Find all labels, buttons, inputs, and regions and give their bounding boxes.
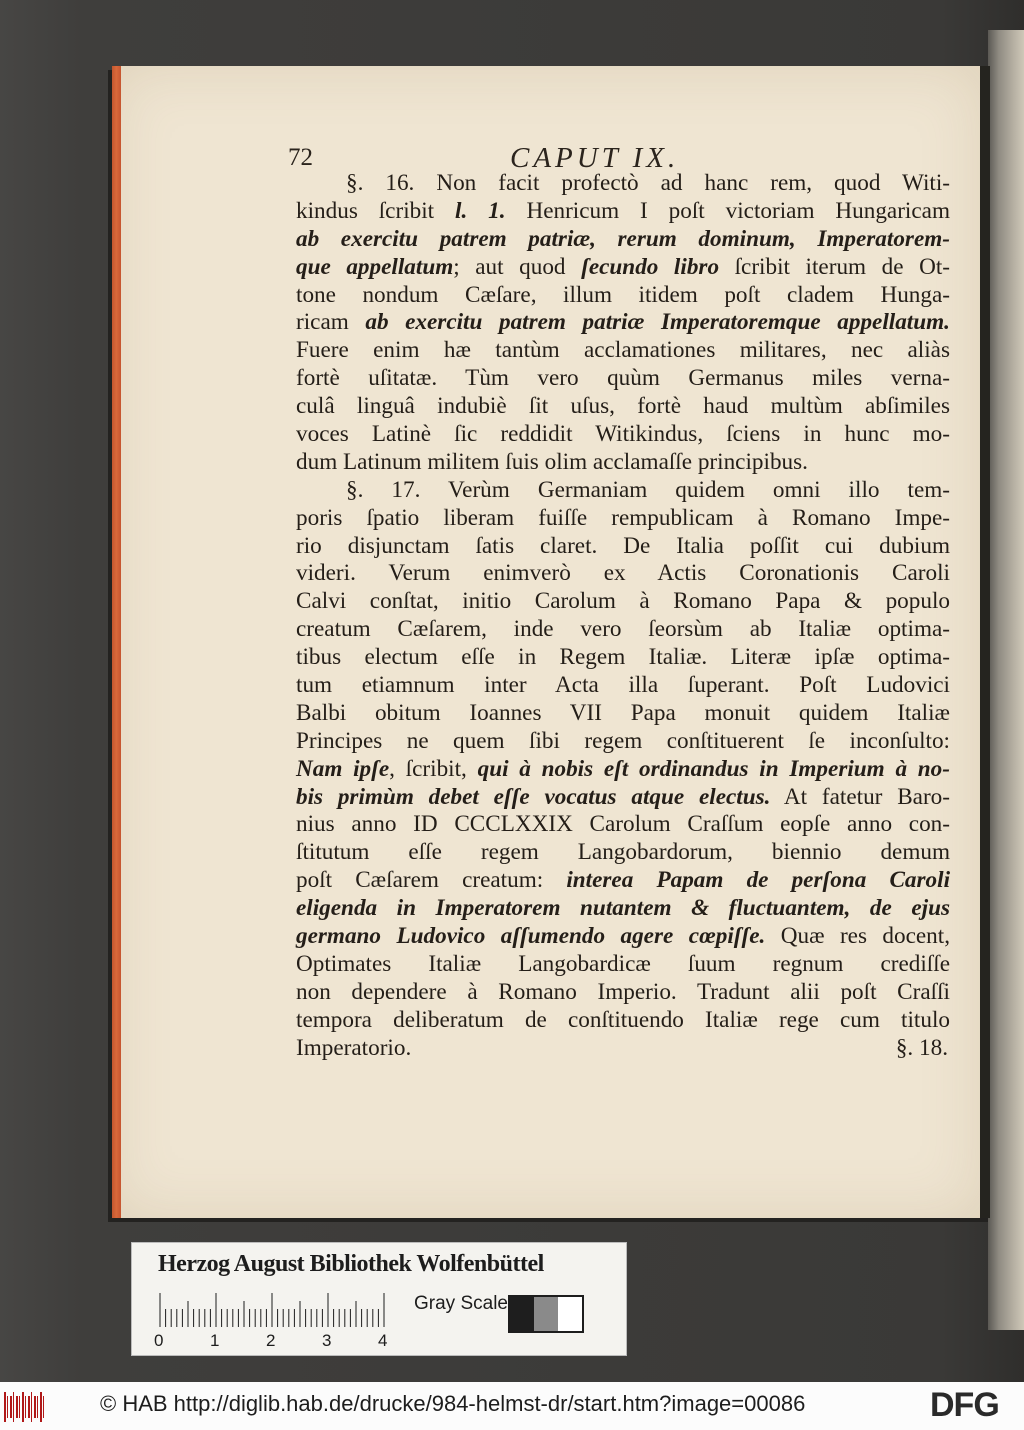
italic-text: bis primùm debet eſſe vocatus atque electus. [296,783,771,810]
text-line [296,895,950,923]
text-line [296,588,950,616]
text-line [296,867,950,895]
text-line [296,839,950,867]
text-line [296,560,950,588]
text-line [296,505,950,533]
gray-scale-swatches [508,1295,584,1333]
text-line [296,1035,950,1063]
barcode-bar [40,1392,42,1422]
text-line [296,477,950,505]
ruler-number: 3 [322,1331,332,1350]
roman-text: Quæ res docent, [765,923,951,950]
ruler-number: 0 [154,1331,164,1350]
barcode-bar [43,1396,44,1418]
italic-text: ab exercitu patrem patriæ, rerum dominum, Imperatorem- [296,225,950,252]
source-url[interactable]: © HAB http://diglib.hab.de/drucke/984-helmst-dr/start.htm?image=00086 [100,1391,806,1416]
roman-text: creatum Cæſarem, inde vero ſeorsùm ab Italiæ optima- [296,616,950,643]
roman-text: ſcribit iterum de Ot- [719,253,950,280]
text-line [296,979,950,1007]
roman-text: poris ſpatio liberam fuiſſe rempublicam à Romano Impe- [296,504,950,531]
italic-text: que appellatum [296,253,454,280]
running-head: CAPUT IX. [510,142,680,174]
dfg-logo: DFG [930,1386,999,1424]
text-line [296,1007,950,1035]
roman-text: voces Latinè ſic reddidit Witikindus, ſciens in hunc mo- [296,421,950,448]
roman-text: Fuere enim hæ tantùm acclamationes militares, nec aliàs [296,337,950,364]
barcode-bar [37,1396,38,1418]
roman-text: poſt Cæſarem creatum: [296,867,567,894]
gray-swatch [510,1297,534,1331]
roman-text: fortè uſitatæ. Tùm vero quùm Germanus miles verna- [296,365,950,392]
roman-text: At fatetur Baro- [770,783,950,810]
barcode-bar [22,1392,24,1422]
barcode-bar [31,1392,32,1422]
text-line [296,644,950,672]
roman-text: videri. Verum enimverò ex Actis Coronationis Caroli [296,560,950,587]
library-label [131,1242,627,1356]
barcode-bar [7,1396,8,1418]
roman-text: ſtitutum eſſe regem Langobardorum, biennio demum [296,839,950,866]
text-line [296,951,950,979]
text-line [296,449,950,477]
roman-text: non dependere à Romano Imperio. Tradunt alii poſt Craſſi [296,978,950,1005]
text-line [296,282,950,310]
gray-scale-label: Gray Scale [414,1293,508,1314]
red-page-edge [112,66,121,1218]
text-line [296,756,950,784]
text-line [296,393,950,421]
text-line [296,365,950,393]
text-line [296,672,950,700]
barcode-bar [28,1396,30,1418]
page-gutter-shadow [980,66,990,1218]
ruler-number: 2 [266,1331,276,1350]
text-line [296,198,950,226]
italic-text: germano Ludovico aſſumendo agere cœpiſſe. [296,923,766,950]
roman-text: culâ linguâ indubiè ſit uſus, fortè haud multùm abſimiles [296,393,950,420]
roman-text: tum etiamnum inter Acta illa ſuperant. Poſt Ludovici [296,672,950,699]
text-line [296,616,950,644]
text-line [296,170,950,198]
italic-text: Nam ipſe [296,755,390,782]
roman-text: ; aut quod [453,253,582,280]
barcode-bar [25,1396,26,1418]
italic-text: ab exercitu patrem patriæ Imperatoremque appellatum. [365,309,950,336]
italic-text: qui à nobis eſt ordinandus in Imperium à no- [477,755,950,782]
barcode-bar [10,1396,12,1418]
italic-text: eligenda in Imperatorem nutantem & fluctuantem, de ejus [296,895,950,922]
roman-text: Calvi conſtat, initio Carolum à Romano Papa & populo [296,588,950,615]
library-name: Herzog August Bibliothek Wolfenbüttel [158,1251,544,1277]
text-line [296,923,950,951]
gray-swatch [558,1297,582,1331]
ruler-number: 1 [210,1331,220,1350]
italic-text: l. 1. [455,197,506,224]
catchword: §. 18. [895,1034,948,1061]
barcode-bar [34,1396,36,1418]
text-line [296,309,950,337]
viewer-footer [0,1382,1024,1430]
roman-text: ricam [296,309,366,336]
italic-text: interea Papam de perſona Caroli [566,867,951,894]
text-line [296,728,950,756]
roman-text: tempora deliberatum de conſtituendo Italiæ rege cum titulo [296,1006,950,1033]
roman-text: tibus electum eſſe in Regem Italiæ. Literæ ipſæ optima- [296,644,950,671]
hab-barcode-logo [4,1392,48,1422]
roman-text: §. 17. Verùm Germaniam quidem omni illo tem- [346,476,950,503]
ruler-number: 4 [378,1331,388,1350]
roman-text: dum Latinum militem ſuis olim acclamaſſe principibus. [296,448,808,475]
adjacent-page-edge [988,30,1024,1330]
roman-text: rio disjunctam ſatis claret. De Italia poſſit cui dubium [296,532,950,559]
measurement-ruler [158,1293,390,1329]
text-line [296,533,950,561]
roman-text: §. 16. Non facit profectò ad hanc rem, quod Witi- [346,170,950,196]
page-number: 72 [288,144,313,171]
roman-text: Principes ne quem ſibi regem conſtituerent ſe inconſulto: [296,727,950,754]
text-line [296,254,950,282]
roman-text: nius anno ID CCCLXXIX Carolum Craſſum eopſe anno con- [296,811,950,838]
text-line [296,811,950,839]
body-text [296,170,950,1063]
roman-text: Optimates Italiæ Langobardicæ ſuum regnum crediſſe [296,950,950,977]
roman-text: kindus ſcribit [296,197,456,224]
gray-swatch [534,1297,558,1331]
barcode-bar [16,1396,18,1418]
roman-text: Henricum I poſt victoriam Hungaricam [505,197,950,224]
roman-text: Balbi obitum Ioannes VII Papa monuit quidem Italiæ [296,699,950,726]
text-line [296,784,950,812]
barcode-bar [4,1392,6,1422]
text-line [296,337,950,365]
ruler-ticks [158,1293,390,1327]
text-line [296,700,950,728]
text-line [296,226,950,254]
roman-text: Imperatorio. [296,1034,412,1061]
roman-text: tone nondum Cæſare, illum itidem poſt cladem Hunga- [296,281,950,308]
italic-text: ſecundo libro [581,253,720,280]
roman-text: , ſcribit, [389,755,478,782]
adjacent-page-marks [1014,690,1024,1010]
barcode-bar [19,1396,20,1418]
barcode-bar [13,1392,14,1422]
text-line [296,421,950,449]
